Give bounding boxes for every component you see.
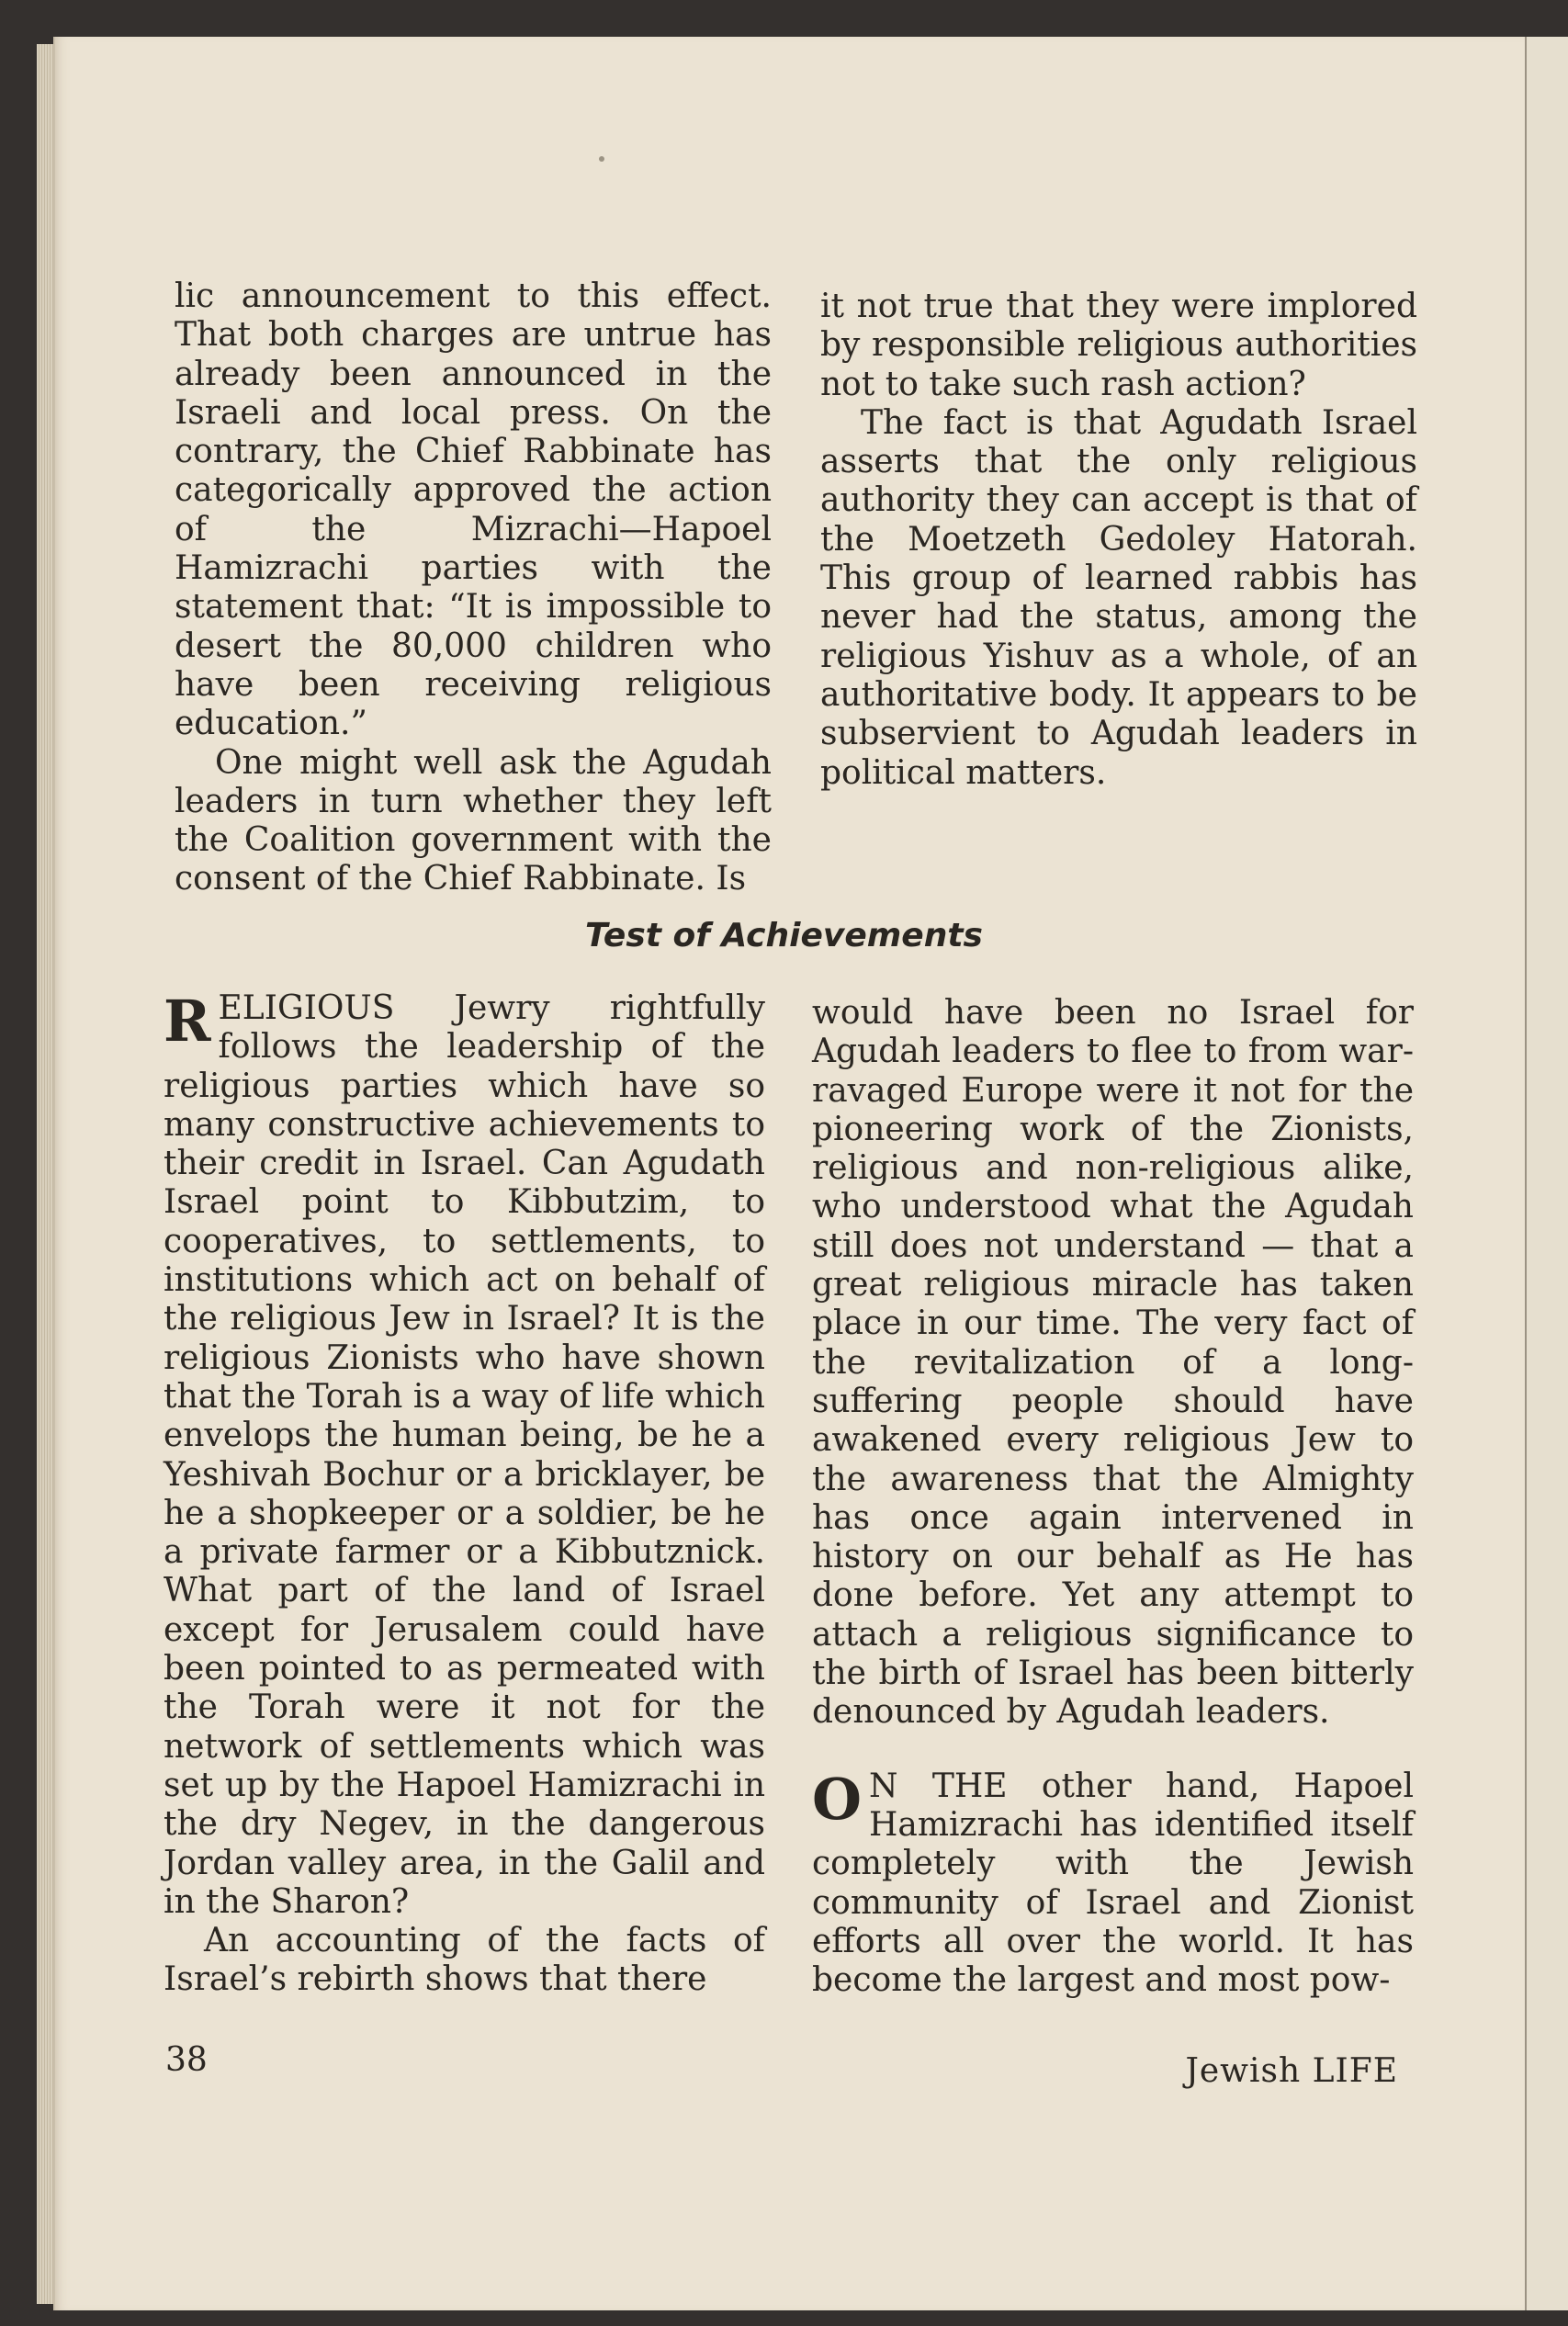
paragraph: would have been no Israel for Agudah leaders to flee to from war-ravaged Europe were it not for the pioneering work of the Zionists, religious and non-religious alike, who understood what the Agudah still does not understand — that a great religious miracle has taken place in our time. The very fact of the revitalization of a long-suffering people should have awakened every religious Jew to the awareness that the Almighty has once again intervened in history on our behalf as He has done before. Yet any attempt to attach a religious significance to the birth of Israel has been bitterly denounced by Agudah leaders. [812, 994, 1414, 1732]
paragraph-body: other hand, Hapoel Hamizrachi has identified itself completely with the Jewish community of Israel and Zionist efforts all over the world. It has become the largest and most pow- [812, 1767, 1414, 2000]
section-heading: Test of Achievements [585, 917, 983, 954]
lead-in: ELIGIOUS [218, 989, 395, 1027]
column-lower-right [812, 994, 1414, 2000]
facing-page-edge [1525, 37, 1568, 2310]
paragraph-gap [812, 1733, 1414, 1767]
paragraph: One might well ask the Agudah leaders in turn whether they left the Coalition government with the consent of the Chief Rabbinate. Is [175, 743, 772, 898]
column-upper-right [820, 288, 1417, 793]
paragraph [812, 1767, 1414, 2001]
paper-speck [599, 156, 604, 162]
magazine-title: Jewish LIFE [1185, 2052, 1398, 2090]
paragraph: it not true that they were implored by responsible religious authorities not to take such rash action? [820, 288, 1417, 403]
paragraph: lic announcement to this effect. That both charges are untrue has already been announced in the Israeli and local press. On the contrary, the Chief Rabbinate has categorically approved the action of the Mizrachi—Hapoel Hamizrachi parties with the statement that: “It is impossible to desert the 80,000 children who have been receiving religious education.” [175, 277, 772, 743]
column-upper-left [175, 277, 772, 899]
drop-cap: O [812, 1765, 863, 1833]
paragraph: The fact is that Agudath Israel asserts that the only religious authority they can accept is that of the Moetzeth Gedoley Hatorah. This group of learned rabbis has never had the status, among the religious Yishuv as a whole, of an authoritative body. It appears to be subservient to Agudah leaders in political matters. [820, 403, 1417, 792]
page-number: 38 [165, 2041, 208, 2079]
paragraph-body: Jewry rightfully follows the leadership of the religious parties which have so many constructive achievements to their credit in Israel. Can Agudath Israel point to Kibbutzim, to cooperatives, to settlements, to institutions which act on behalf of the religious Jew in Israel? It is the religious Zionists who have shown that the Torah is a way of life which envelops the human being, be he a Yeshivah Bochur or a bricklayer, be he a shopkeeper or a soldier, be he a private farmer or a Kibbutznick. What part of the land of Israel except for Jerusalem could have been pointed to as permeated with the Torah were it not for the network of settlements which was set up by the Hapoel Hamizrachi in the dry Negev, in the dangerous Jordan valley area, in the Galil and in the Sharon? [164, 989, 765, 1921]
drop-cap: R [164, 988, 211, 1055]
column-lower-left [164, 989, 765, 2000]
paragraph [164, 989, 765, 1922]
paragraph: An accounting of the facts of Israel’s rebirth shows that there [164, 1922, 765, 1999]
lead-in: N THE [869, 1767, 1008, 1805]
